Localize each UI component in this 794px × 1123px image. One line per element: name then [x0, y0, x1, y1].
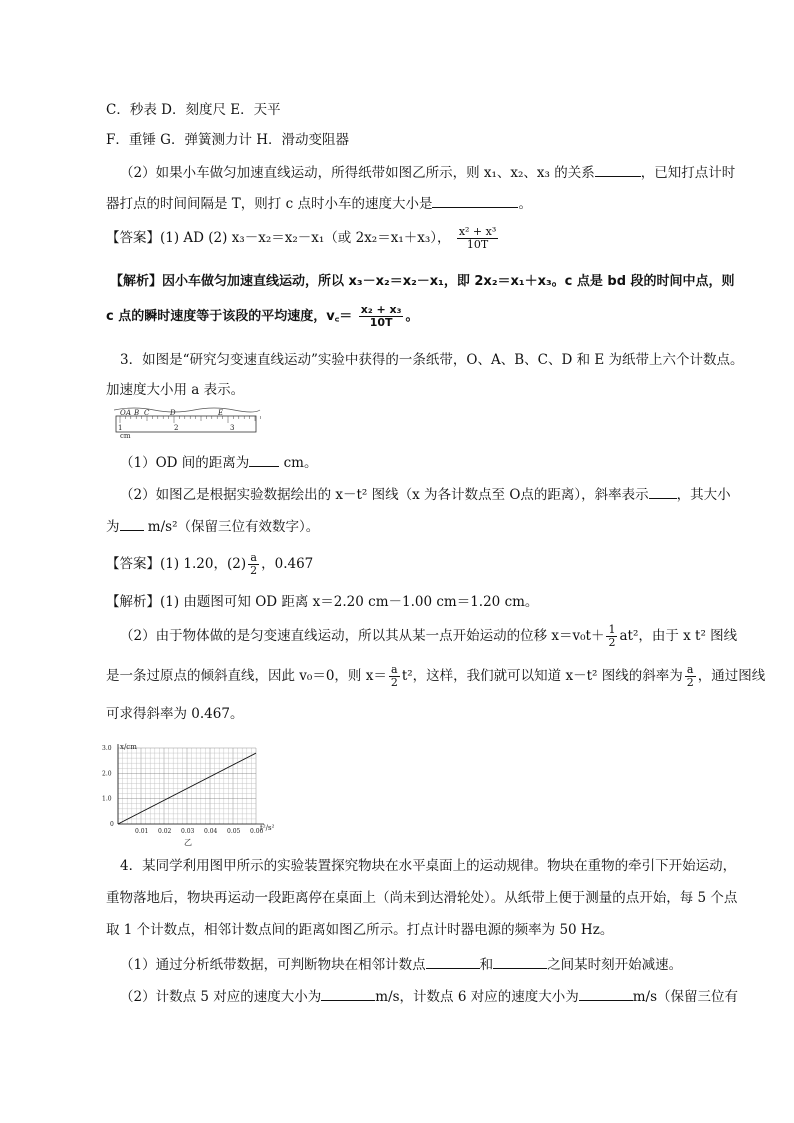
answer-blank [493, 954, 547, 969]
analysis-text-b: t²，这样，我们就可以知道 x－t² 图线的斜率为 [401, 668, 683, 684]
y-tick-label: 3.0 [102, 745, 112, 752]
q4-part2-text-b: m/s，计数点 6 对应的速度大小为 [375, 989, 579, 1005]
q4-intro-line-1: 4．某同学利用图甲所示的实验装置探究物块在水平桌面上的运动规律。物块在重物的牵引下开始运动， [120, 858, 737, 874]
x-tick-label: 0.05 [227, 828, 241, 835]
q4-intro-line-3: 取 1 个计数点，相邻计数点间的距离如图乙所示。打点计时器电源的频率为 50 Hz。 [106, 922, 614, 938]
q3-part2-text-c: 为 [106, 519, 120, 535]
chart-ticks [102, 745, 264, 835]
q3-part2-line-1 [120, 484, 731, 505]
x-t2-chart [100, 740, 290, 848]
answer-2 [106, 226, 500, 251]
answer-text-b: ，0.467 [261, 556, 314, 572]
q3-part1-text-b: cm。 [283, 455, 318, 471]
answer-text-a: (1) 1.20，(2) [160, 556, 247, 572]
options-line-1: C．秒表 D．刻度尺 E．天平 [106, 102, 281, 118]
q3-analysis-line-3 [106, 664, 765, 689]
q3-part2-text-a: （2）如图乙是根据实验数据绘出的 x－t² 图线（x 为各计数点至 O点的距离），斜率表示 [120, 487, 649, 503]
fraction-denominator: 2 [608, 636, 616, 649]
q2-part2-text-d: 。 [518, 196, 532, 212]
ruler-tick-1: 1 [118, 424, 123, 432]
fraction-numerator: a [389, 664, 400, 677]
y-axis-label: x/cm [120, 743, 137, 751]
q2-part2-text-c: 器打点的时间间隔是 T，则打 c 点时小车的速度大小是 [106, 196, 433, 212]
q4-part2-text-c: m/s（保留三位有 [632, 989, 738, 1005]
analysis-2-line-1 [110, 272, 735, 292]
answer-fraction [457, 226, 498, 251]
ruler-label-b: B [134, 409, 140, 417]
q4-part1-text-a: （1）通过分析纸带数据，可判断物块在相邻计数点 [120, 957, 426, 973]
fraction-denominator: 2 [250, 564, 258, 577]
answer-label: 【答案】 [106, 230, 160, 246]
q3-part1 [120, 452, 317, 473]
q3-part2-line-2 [106, 516, 319, 537]
ruler-label-c: C [144, 409, 150, 417]
chart-caption: 乙 [184, 838, 192, 847]
q2-part2-text-a: （2）如果小车做匀加速直线运动，所得纸带如图乙所示，则 x₁、x₂、x₃ 的关系 [120, 165, 595, 181]
answer-blank [649, 484, 677, 499]
fraction-numerator: 1 [608, 623, 616, 636]
q3-part2-text-b: ，其大小 [676, 487, 731, 503]
answer-blank [249, 452, 279, 467]
y-tick-label: 1.0 [102, 795, 112, 803]
ruler-label-o: O [120, 409, 126, 417]
ruler-tick-3: 3 [230, 424, 235, 432]
fraction-numerator: a [248, 552, 259, 565]
answer-blank [120, 516, 144, 531]
q3-analysis-line-4: 可求得斜率为 0.467。 [106, 706, 244, 722]
answer-blank [432, 193, 518, 208]
q4-part1-text-b: 和 [479, 957, 494, 973]
analysis-text-c: 。 [405, 309, 419, 324]
analysis-text-b: at²，由于 x t² 图线 [619, 628, 738, 644]
analysis-fraction [359, 304, 404, 329]
ruler-label-a: A [126, 409, 132, 417]
fraction-numerator: a [685, 664, 696, 677]
analysis-fraction [389, 664, 400, 689]
ruler-label-e: E [218, 409, 224, 417]
analysis-fraction [606, 624, 617, 649]
analysis-text-a: 是一条过原点的倾斜直线，因此 v₀＝0，则 x＝ [106, 668, 387, 684]
q3-intro-line-2: 加速度大小用 a 表示。 [106, 382, 245, 398]
fraction-denominator: 10T [466, 238, 489, 251]
q4-part1-text-c: 之间某时刻开始减速。 [547, 957, 683, 973]
q3-answer [106, 552, 313, 577]
analysis-fraction-2 [685, 664, 696, 689]
q4-intro-line-2: 重物落地后，物块再运动一段距离停在桌面上（尚未到达滑轮处）。从纸带上便于测量的点开始，每 5 个点 [106, 890, 738, 906]
analysis-label: 【解析】 [106, 594, 160, 610]
x-tick-label: 0.01 [135, 828, 149, 835]
answer-blank [426, 954, 480, 969]
y-tick-label: 2.0 [102, 770, 112, 778]
fraction-denominator: 2 [390, 676, 398, 689]
analysis-text-a: 因小车做匀加速直线运动，所以 x₃－x₂＝x₂－x₁，即 2x₂＝x₁＋x₃。c 点是 bd 段的时间中点，则 [162, 274, 735, 289]
analysis-text-c: ，通过图线 [697, 668, 766, 684]
x-tick-label: 0.03 [181, 828, 195, 835]
ruler-label-d: D [170, 409, 176, 417]
analysis-2-line-2 [106, 304, 418, 329]
answer-fraction [248, 552, 259, 577]
x-axis-label: t²/s² [260, 824, 275, 832]
options-line-2: F．重锤 G．弹簧测力计 H．滑动变阻器 [106, 132, 350, 148]
q3-analysis-line-1 [106, 592, 538, 612]
q4-part1 [120, 954, 682, 975]
ruler-unit: cm [120, 432, 131, 440]
q4-part2-text-a: （2）计数点 5 对应的速度大小为 [120, 989, 322, 1005]
analysis-text-a: （2）由于物体做的是匀变速直线运动，所以其从某一点开始运动的位移 x＝v₀t＋ [120, 628, 605, 644]
answer-blank [579, 986, 633, 1001]
q2-part2-line-1 [120, 162, 735, 183]
ruler-body [116, 416, 256, 432]
q2-part2-line-2 [106, 193, 532, 214]
answer-label: 【答案】 [106, 556, 160, 572]
ruler-tape-figure [114, 406, 264, 440]
x-tick-label: 0.04 [204, 828, 218, 835]
q4-part2 [120, 986, 738, 1007]
analysis-text: (1) 由题图可知 OD 距离 x＝2.20 cm－1.00 cm＝1.20 cm。 [160, 594, 539, 610]
x-tick-label: 0.06 [250, 828, 264, 835]
q3-part2-text-d: m/s²（保留三位有效数字）。 [147, 519, 320, 535]
answer-blank [321, 986, 375, 1001]
q3-part1-text-a: （1）OD 间的距离为 [120, 455, 250, 471]
q2-part2-text-b: ，已知打点计时 [640, 165, 736, 181]
fraction-numerator: x₂ + x₃ [360, 303, 402, 316]
x-tick-label: 0.02 [158, 828, 172, 835]
answer-blank [595, 162, 641, 177]
q3-analysis-line-2 [120, 624, 737, 649]
analysis-label: 【解析】 [110, 274, 163, 289]
fraction-numerator: x² + x³ [458, 225, 497, 238]
answer-text: (1) AD (2) x₃－x₂＝x₂－x₁（或 2x₂＝x₁＋x₃）， [160, 230, 451, 246]
q3-intro-line-1: 3．如图是“研究匀变速直线运动”实验中获得的一条纸带，O、A、B、C、D 和 E 为纸带上六个计数点。 [120, 352, 744, 368]
fraction-denominator: 2 [686, 676, 694, 689]
ruler-tick-2: 2 [174, 424, 179, 432]
ruler-minor-ticks [120, 416, 260, 423]
fraction-denominator: 10T [369, 316, 393, 329]
y-tick-label: 0 [110, 821, 114, 828]
chart-grid [118, 748, 256, 824]
analysis-text-b: c 点的瞬时速度等于该段的平均速度，v꜀＝ [106, 309, 353, 324]
